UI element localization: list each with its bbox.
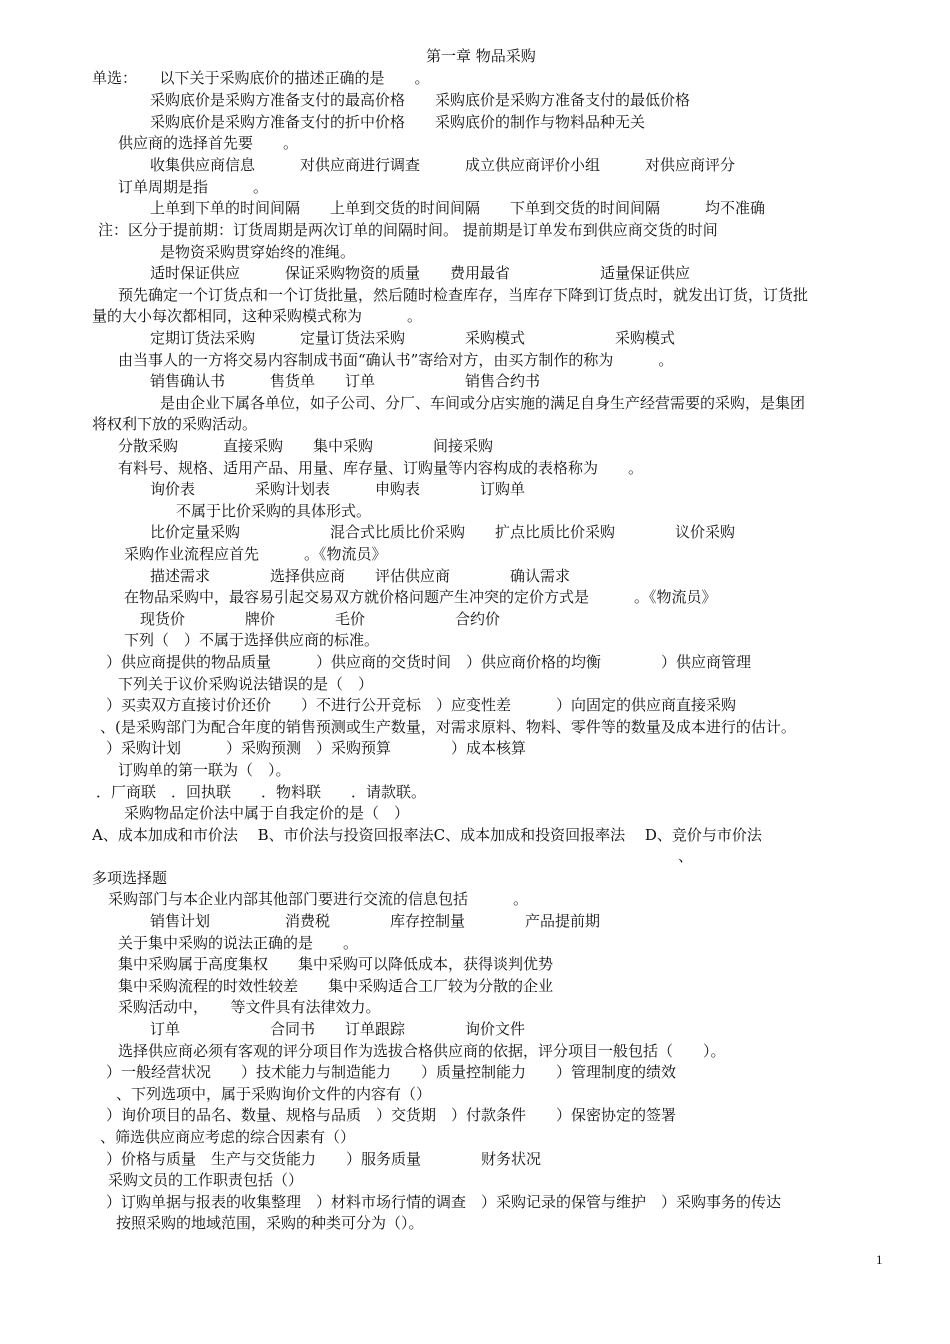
text-line: 现货价 牌价 毛价 合约价 bbox=[140, 610, 501, 628]
text-line: ．厂商联 ．回执联 ．物料联 ．请款联。 bbox=[96, 783, 427, 801]
text-line: ）询价项目的品名、数量、规格与品质 ）交货期 ）付款条件 ）保密协定的签署 bbox=[106, 1106, 677, 1124]
text-line: ）订购单据与报表的收集整理 ）材料市场行情的调查 ）采购记录的保管与维护 ）采购事务的传达 bbox=[106, 1193, 782, 1211]
text-line: 是物资采购贯穿始终的准绳。 bbox=[160, 243, 356, 261]
text-line: 按照采购的地域范围，采购的种类可分为（）。 bbox=[116, 1214, 424, 1232]
text-line: 采购活动中， 等文件具有法律效力。 bbox=[118, 998, 381, 1016]
text-line: 下列关于议价采购说法错误的是（ ） bbox=[118, 675, 374, 693]
text-line: 预先确定一个订货点和一个订货批量，然后随时检查库存，当库存下降到订货点时，就发出订货，订货批 bbox=[118, 286, 809, 304]
text-line: 、下列选项中，属于采购询价文件的内容有（） bbox=[116, 1085, 432, 1103]
text-line: 下列（ ）不属于选择供应商的标准。 bbox=[124, 631, 380, 649]
text-line: 描述需求 选择供应商 评估供应商 确认需求 bbox=[150, 567, 571, 585]
text-line: 由当事人的一方将交易内容制成书面“确认书”寄给对方，由买方制作的称为 。 bbox=[118, 351, 674, 369]
text-line: 销售确认书 售货单 订单 销售合约书 bbox=[150, 372, 541, 390]
text-line: ）一般经营状况 ）技术能力与制造能力 ）质量控制能力 ）管理制度的绩效 bbox=[106, 1063, 677, 1081]
text-line: 、 bbox=[678, 847, 694, 865]
text-line: 询价表 采购计划表 申购表 订购单 bbox=[150, 480, 526, 498]
text-line: 采购底价是采购方准备支付的最高价格 采购底价是采购方准备支付的最低价格 bbox=[150, 91, 691, 109]
text-line: 不属于比价采购的具体形式。 bbox=[176, 502, 372, 520]
text-line: 上单到下单的时间间隔 上单到交货的时间间隔 下单到交货的时间间隔 均不准确 bbox=[150, 199, 766, 217]
text-line: 适时保证供应 保证采购物资的质量 费用最省 适量保证供应 bbox=[150, 264, 691, 282]
text-line: 量的大小每次都相同，这种采购模式称为 。 bbox=[92, 307, 423, 325]
text-line: ）供应商提供的物品质量 ）供应商的交货时间 ）供应商价格的均衡 ）供应商管理 bbox=[106, 653, 752, 671]
text-line: 采购作业流程应首先 。《物流员》 bbox=[124, 545, 387, 563]
text-line: ）买卖双方直接讨价还价 ）不进行公开竞标 ）应变性差 ）向固定的供应商直接采购 bbox=[106, 696, 737, 714]
text-line: 订购单的第一联为（ ）。 bbox=[118, 761, 291, 779]
text-line: 采购文员的工作职责包括（） bbox=[108, 1171, 304, 1189]
text-line: 、筛选供应商应考虑的综合因素有（） bbox=[100, 1128, 356, 1146]
text-line: 选择供应商必须有客观的评分项目作为选拔合格供应商的依据，评分项目一般包括（ ）。 bbox=[118, 1042, 726, 1060]
text-line: 比价定量采购 混合式比质比价采购 扩点比质比价采购 议价采购 bbox=[150, 523, 736, 541]
text-line: 定期订货法采购 定量订货法采购 采购模式 采购模式 bbox=[150, 329, 676, 347]
text-line: 采购部门与本企业内部其他部门要进行交流的信息包括 。 bbox=[108, 890, 529, 908]
text-line: 分散采购 直接采购 集中采购 间接采购 bbox=[118, 437, 494, 455]
text-line: 供应商的选择首先要 。 bbox=[118, 134, 299, 152]
text-line: 收集供应商信息 对供应商进行调查 成立供应商评价小组 对供应商评分 bbox=[150, 156, 736, 174]
text-line: 订单 合同书 订单跟踪 询价文件 bbox=[150, 1020, 526, 1038]
text-line: 销售计划 消费税 库存控制量 产品提前期 bbox=[150, 912, 601, 930]
text-line: A、成本加成和市价法 B、市价法与投资回报率法C、成本加成和投资回报率法 D、竞价与市价法 bbox=[92, 826, 762, 844]
text-line: 集中采购流程的时效性较差 集中采购适合工厂较为分散的企业 bbox=[118, 977, 554, 995]
text-line: 有料号、规格、适用产品、用量、库存量、订购量等内容构成的表格称为 。 bbox=[118, 459, 644, 477]
text-line: 采购物品定价法中属于自我定价的是（ ） bbox=[124, 804, 410, 822]
section-heading: 多项选择题 bbox=[92, 869, 168, 887]
text-line: 注：区分于提前期：订货周期是两次订单的间隔时间。 提前期是订单发布到供应商交货的时间 bbox=[98, 221, 718, 239]
page-title: 第一章 物品采购 bbox=[426, 47, 536, 65]
page-number: 1 bbox=[876, 1252, 883, 1267]
text-line: 关于集中采购的说法正确的是 。 bbox=[118, 934, 359, 952]
text-line: 订单周期是指 。 bbox=[118, 178, 269, 196]
text-line: 在物品采购中，最容易引起交易双方就价格问题产生冲突的定价方式是 。《物流员》 bbox=[124, 588, 717, 606]
text-line: 是由企业下属各单位，如子公司、分厂、车间或分店实施的满足自身生产经营需要的采购，是集团 bbox=[160, 394, 806, 412]
text-line: ）采购计划 ）采购预测 ）采购预算 ）成本核算 bbox=[106, 739, 527, 757]
text-line: 集中采购属于高度集权 集中采购可以降低成本，获得谈判优势 bbox=[118, 955, 554, 973]
text-line: 单选： 以下关于采购底价的描述正确的是 。 bbox=[92, 69, 430, 87]
text-line: ）价格与质量 生产与交货能力 ）服务质量 财务状况 bbox=[106, 1150, 542, 1168]
text-line: 、(是采购部门为配合年度的销售预测或生产数量，对需求原料、物料、零件等的数量及成本进行的估计。 bbox=[100, 718, 796, 736]
text-line: 将权利下放的采购活动。 bbox=[92, 415, 258, 433]
text-line: 采购底价是采购方准备支付的折中价格 采购底价的制作与物料品种无关 bbox=[150, 113, 646, 131]
